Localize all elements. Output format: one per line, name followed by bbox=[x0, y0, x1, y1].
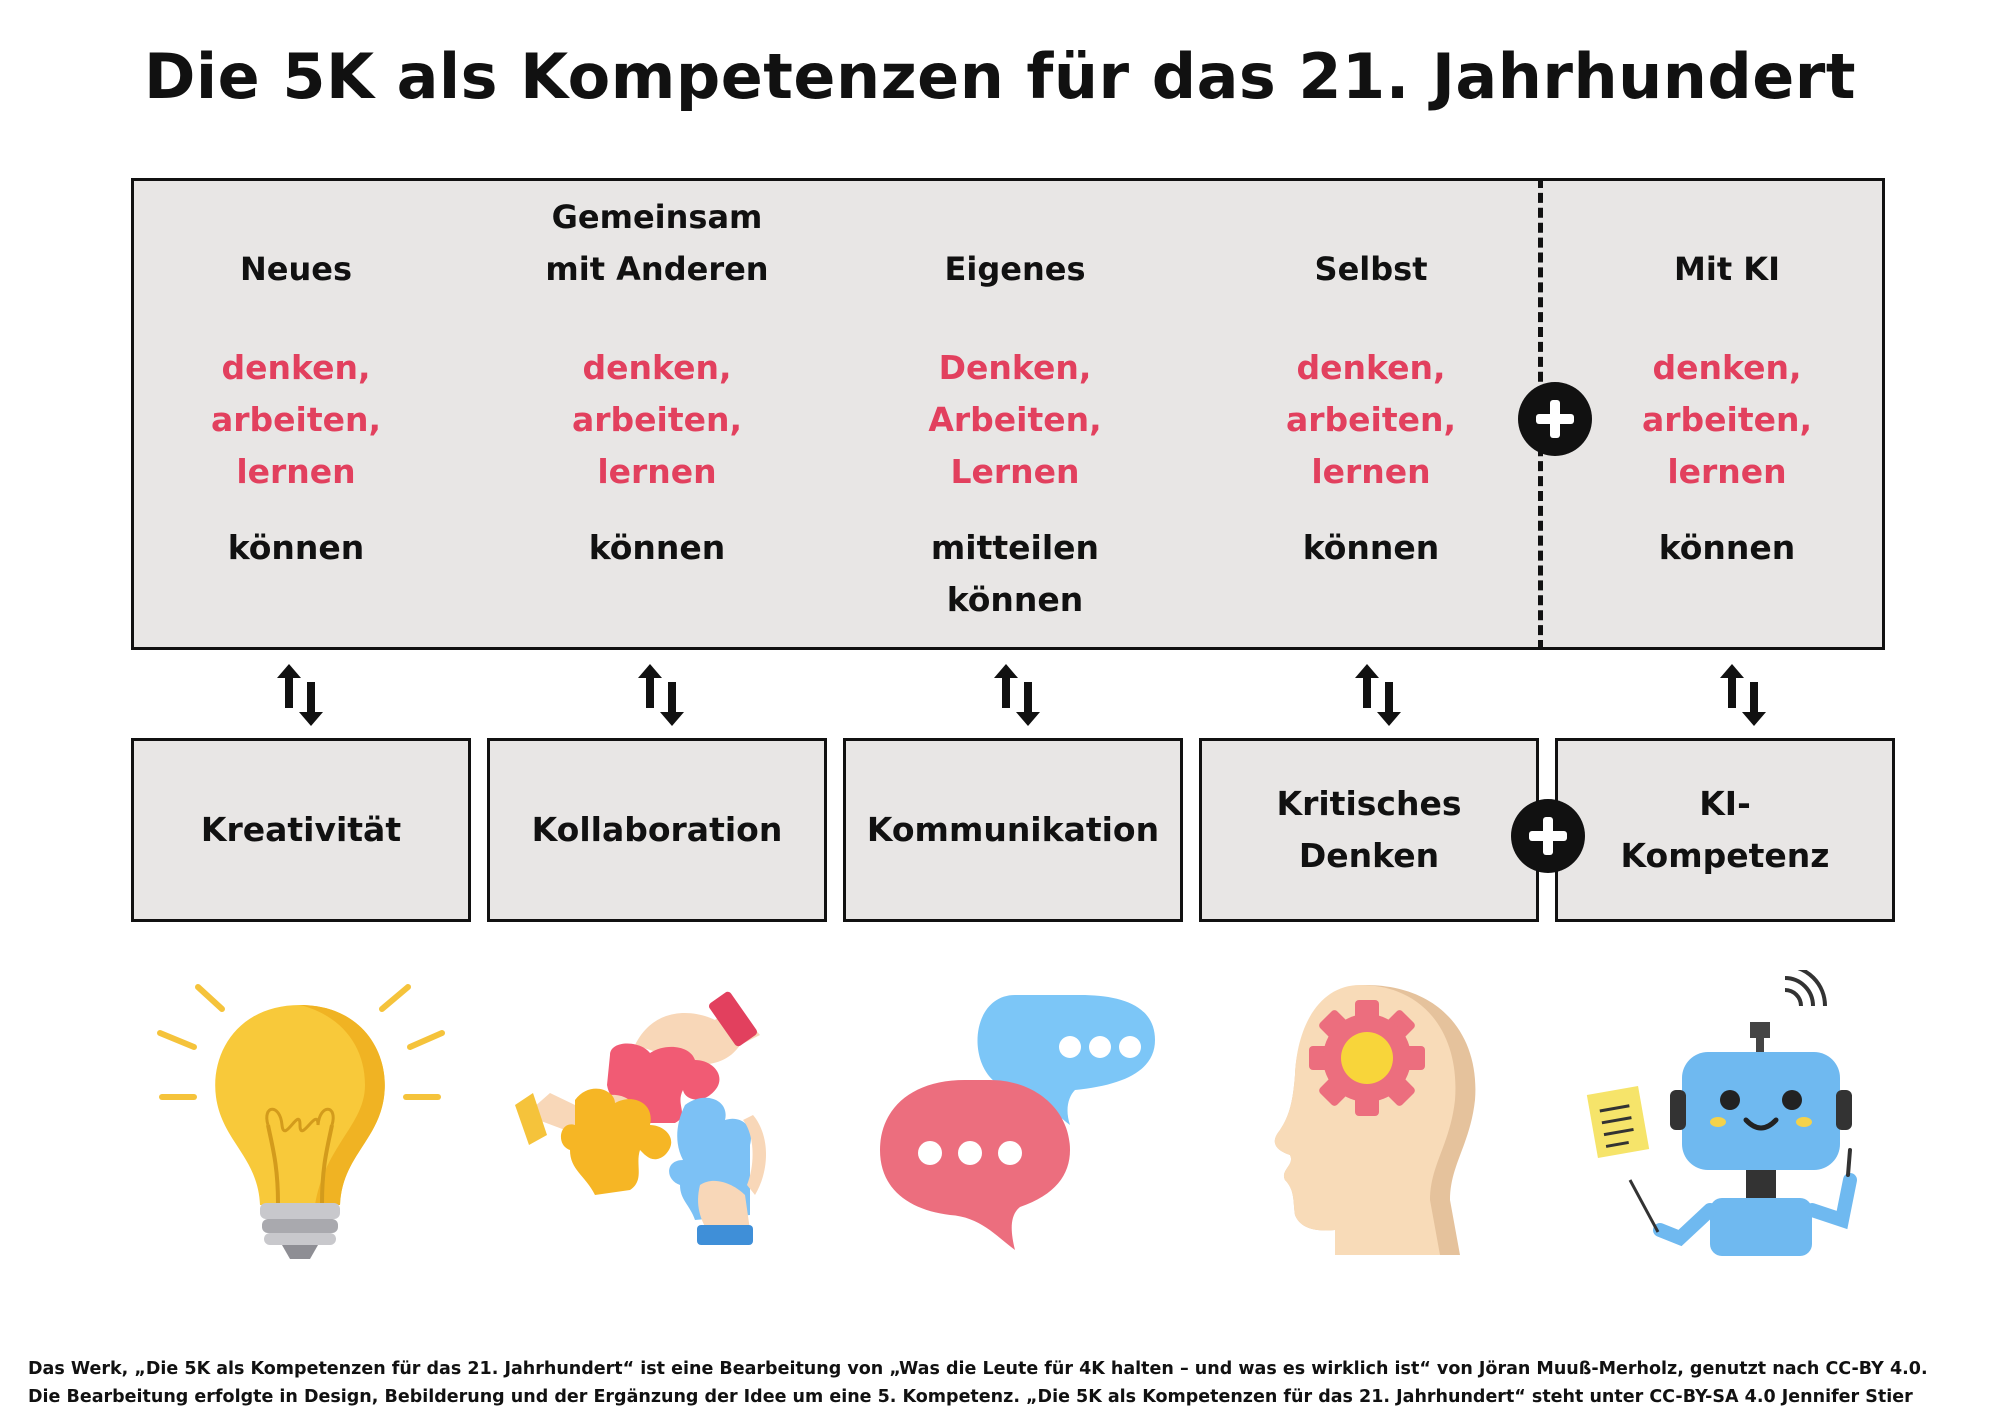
plus-icon bbox=[1511, 799, 1585, 873]
head-gear-icon bbox=[1255, 980, 1485, 1260]
column-head: Mit KI bbox=[1674, 250, 1780, 288]
license-footer bbox=[28, 1355, 1928, 1411]
column-head: Neues bbox=[239, 250, 352, 288]
verb: arbeiten, bbox=[1641, 400, 1813, 439]
competency-label: KI- bbox=[1699, 784, 1751, 823]
updown-arrows-icon bbox=[988, 660, 1048, 730]
verb: arbeiten, bbox=[571, 400, 743, 439]
column-head: Eigenes bbox=[944, 250, 1086, 288]
competency-kommunikation bbox=[843, 738, 1183, 922]
verb: lernen bbox=[236, 452, 356, 491]
column-gemeinsam bbox=[487, 178, 827, 650]
updown-arrows-icon bbox=[1714, 660, 1774, 730]
column-tail: können bbox=[1658, 528, 1796, 567]
column-neues bbox=[126, 178, 466, 650]
footer-line: Das Werk, „Die 5K als Kompetenzen für das 21. Jahrhundert“ ist eine Bearbeitung von „Was die Leute für 4K halten – und was es wirklich ist“ von Jöran Muuß-Merholz, genutzt nach CC-BY 4.0. bbox=[28, 1359, 1928, 1379]
competency-label: Denken bbox=[1298, 836, 1440, 875]
verb: lernen bbox=[1667, 452, 1787, 491]
verb: Arbeiten, bbox=[928, 400, 1102, 439]
competency-label: Kollaboration bbox=[531, 810, 783, 849]
footer-line: Die Bearbeitung erfolgte in Design, Bebilderung und der Ergänzung der Idee um eine 5. Kompetenz. „Die 5K als Kompetenzen für das 21. Jahrhundert“ steht unter CC-BY-SA 4.0 Jennifer Stier bbox=[28, 1387, 1913, 1407]
verb: denken, bbox=[221, 348, 371, 387]
column-head: Gemeinsam bbox=[551, 198, 763, 236]
verb: Lernen bbox=[950, 452, 1080, 491]
column-tail: können bbox=[946, 580, 1084, 619]
robot-icon bbox=[1570, 970, 1870, 1260]
column-head: mit Anderen bbox=[545, 250, 769, 288]
updown-arrows-icon bbox=[1349, 660, 1409, 730]
competency-kreativitaet bbox=[131, 738, 471, 922]
verb: arbeiten, bbox=[210, 400, 382, 439]
speech-bubbles-icon bbox=[870, 985, 1160, 1255]
column-selbst bbox=[1201, 178, 1541, 650]
competency-label: Kompetenz bbox=[1620, 836, 1830, 875]
lightbulb-icon bbox=[150, 975, 450, 1265]
competency-label: Kommunikation bbox=[866, 810, 1160, 849]
verb: denken, bbox=[1652, 348, 1802, 387]
column-tail: können bbox=[227, 528, 365, 567]
column-tail: mitteilen bbox=[930, 528, 1100, 567]
plus-icon bbox=[1518, 382, 1592, 456]
column-mit-ki bbox=[1557, 178, 1897, 650]
column-head: Selbst bbox=[1314, 250, 1428, 288]
column-eigenes bbox=[845, 178, 1185, 650]
competency-label: Kritisches bbox=[1276, 784, 1462, 823]
updown-arrows-icon bbox=[271, 660, 331, 730]
verb: lernen bbox=[597, 452, 717, 491]
competency-label: Kreativität bbox=[200, 810, 402, 849]
verb: Denken, bbox=[938, 348, 1092, 387]
verb: denken, bbox=[1296, 348, 1446, 387]
puzzle-hands-icon bbox=[515, 985, 805, 1255]
verb: arbeiten, bbox=[1285, 400, 1457, 439]
page-title: Die 5K als Kompetenzen für das 21. Jahrhundert bbox=[143, 40, 1857, 113]
column-tail: können bbox=[588, 528, 726, 567]
competency-ki-kompetenz bbox=[1555, 738, 1895, 922]
column-tail: können bbox=[1302, 528, 1440, 567]
competency-kollaboration bbox=[487, 738, 827, 922]
verb: denken, bbox=[582, 348, 732, 387]
verb: lernen bbox=[1311, 452, 1431, 491]
updown-arrows-icon bbox=[632, 660, 692, 730]
competency-kritisches-denken bbox=[1199, 738, 1539, 922]
